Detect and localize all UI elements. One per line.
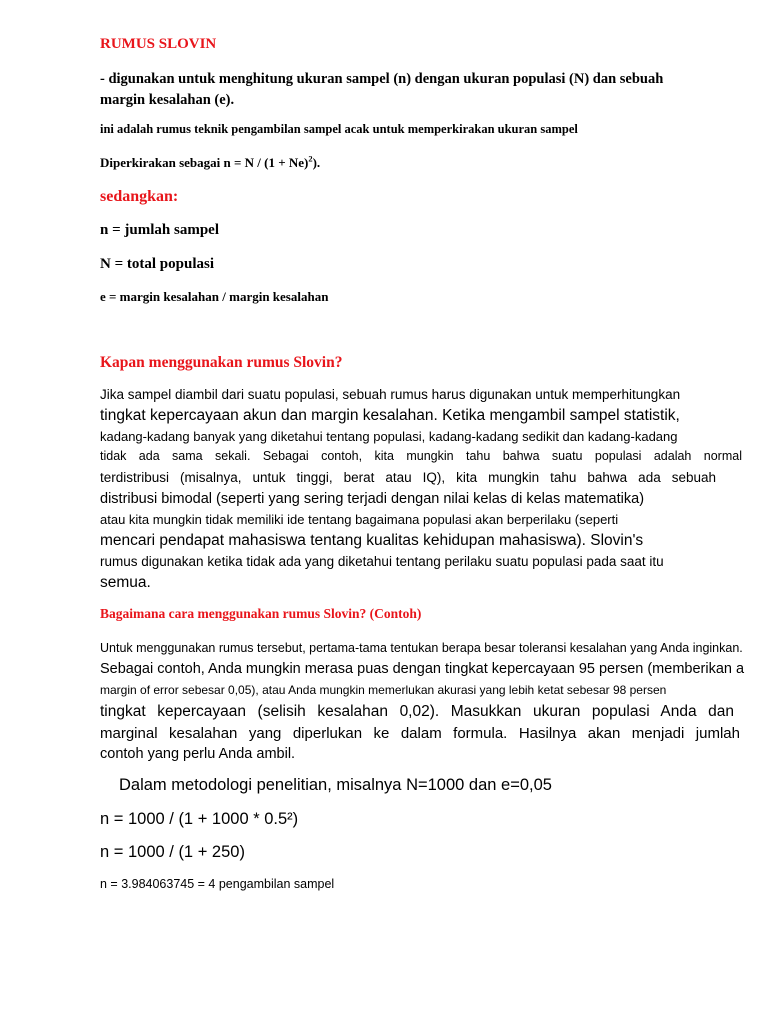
formula-prefix: Diperkirakan sebagai n = N / (1 + Ne) bbox=[100, 155, 309, 170]
document-title: RUMUS SLOVIN bbox=[100, 36, 217, 52]
paragraph-line: Sebagai contoh, Anda mungkin merasa puas dengan tingkat kepercayaan 95 persen (memberikan a bbox=[100, 661, 745, 677]
paragraph-line: marginal kesalahan yang diperlukan ke dalam formula. Hasilnya akan menjadi jumlah bbox=[100, 725, 740, 742]
intro-line: - digunakan untuk menghitung ukuran sampel (n) dengan ukuran populasi (N) dan sebuah bbox=[100, 71, 664, 87]
intro-subtext: ini adalah rumus teknik pengambilan sampel acak untuk memperkirakan ukuran sampel bbox=[100, 122, 578, 136]
paragraph-line: tingkat kepercayaan akun dan margin kesalahan. Ketika mengambil sampel statistik, bbox=[100, 407, 680, 424]
formula-exponent: 2 bbox=[308, 153, 313, 164]
paragraph-line: contoh yang perlu Anda ambil. bbox=[100, 746, 296, 762]
definition-N: N = total populasi bbox=[100, 256, 214, 272]
intro-paragraph bbox=[100, 69, 663, 111]
definition-e: e = margin kesalahan / margin kesalahan bbox=[100, 289, 329, 304]
paragraph-line: rumus digunakan ketika tidak ada yang diketahui tentang perilaku suatu populasi pada saat itu bbox=[100, 554, 664, 569]
paragraph-line: tingkat kepercayaan (selisih kesalahan 0,02). Masukkan ukuran populasi Anda dan bbox=[100, 703, 734, 720]
formula-line bbox=[100, 155, 320, 171]
section-heading-when: Kapan menggunakan rumus Slovin? bbox=[100, 354, 343, 371]
paragraph-line: distribusi bimodal (seperti yang sering terjadi dengan nilai kelas di kelas matematika) bbox=[100, 491, 645, 507]
section-heading-how: Bagaimana cara menggunakan rumus Slovin? (Contoh) bbox=[100, 606, 422, 621]
paragraph-line: semua. bbox=[100, 574, 151, 591]
paragraph-line: atau kita mungkin tidak memiliki ide tentang bagaimana populasi akan berperilaku (seperti bbox=[100, 512, 619, 527]
paragraph-line: terdistribusi (misalnya, untuk tinggi, berat atau IQ), kita mungkin tahu bahwa ada sebuah bbox=[100, 470, 716, 485]
calculation-step-1: n = 1000 / (1 + 1000 * 0.5²) bbox=[100, 810, 299, 828]
section-how-paragraph bbox=[100, 638, 764, 765]
paragraph-line: kadang-kadang banyak yang diketahui tentang populasi, kadang-kadang sedikit dan kadang-kadang bbox=[100, 429, 678, 444]
paragraph-line: margin of error sebesar 0,05), atau Anda mungkin memerlukan akurasi yang lebih ketat sebesar 98 persen bbox=[100, 683, 667, 697]
intro-line: margin kesalahan (e). bbox=[100, 92, 235, 108]
paragraph-line: tidak ada sama sekali. Sebagai contoh, kita mungkin tahu bahwa suatu populasi adalah normal bbox=[100, 449, 742, 463]
paragraph-line: Untuk menggunakan rumus tersebut, pertama-tama tentukan berapa besar toleransi kesalahan yang Anda inginkan. bbox=[100, 641, 743, 655]
section-when-paragraph bbox=[100, 385, 742, 594]
definition-n: n = jumlah sampel bbox=[100, 222, 219, 238]
calculation-step-2: n = 1000 / (1 + 250) bbox=[100, 843, 245, 861]
paragraph-line: Jika sampel diambil dari suatu populasi, sebuah rumus harus digunakan untuk memperhitungkan bbox=[100, 387, 681, 402]
calculation-result: n = 3.984063745 = 4 pengambilan sampel bbox=[100, 877, 335, 891]
example-intro: Dalam metodologi penelitian, misalnya N=1000 dan e=0,05 bbox=[119, 776, 552, 794]
sedangkan-label: sedangkan: bbox=[100, 188, 179, 205]
paragraph-line: mencari pendapat mahasiswa tentang kualitas kehidupan mahasiswa). Slovin's bbox=[100, 532, 644, 549]
formula-suffix: ). bbox=[312, 155, 321, 170]
